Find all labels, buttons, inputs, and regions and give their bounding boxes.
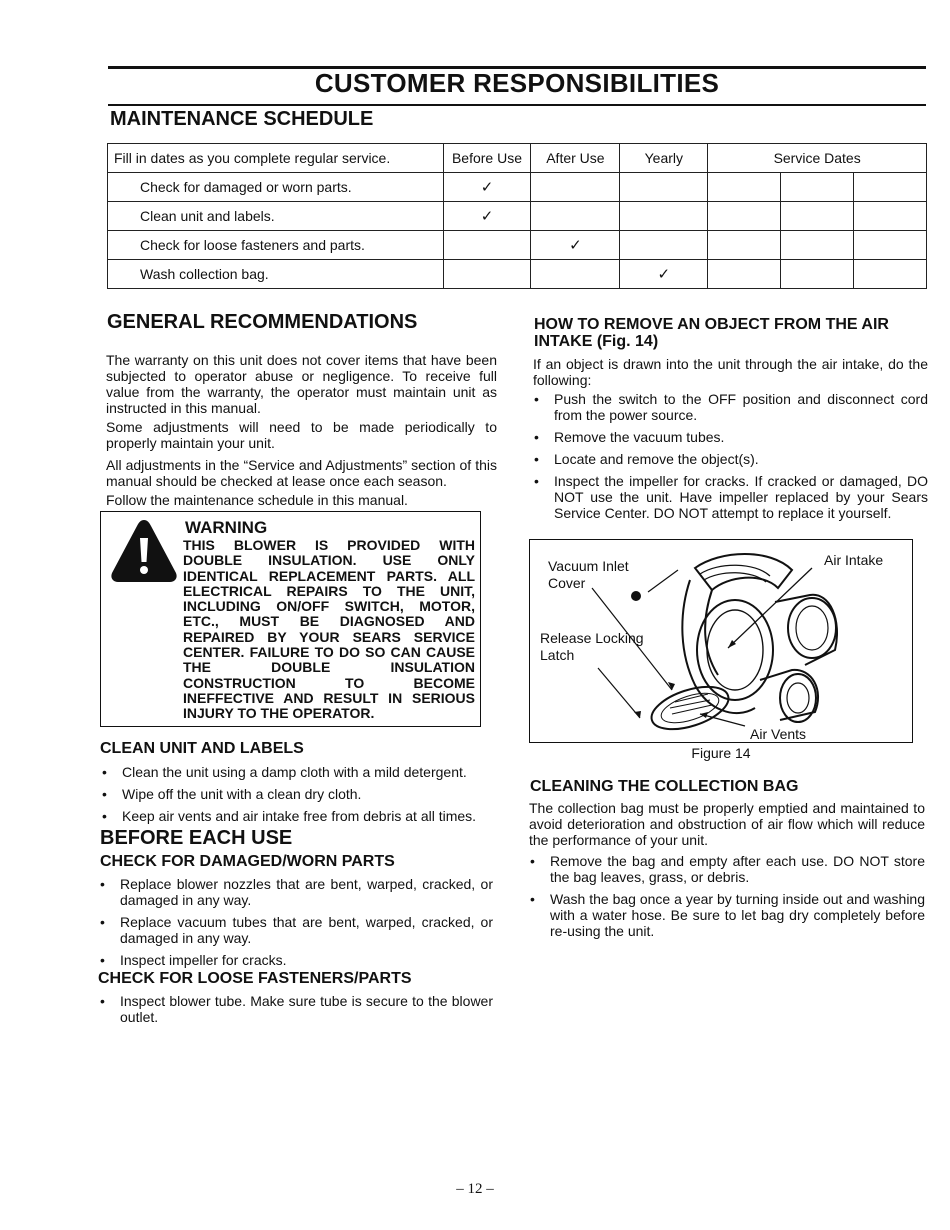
list-item: • Remove the vacuum tubes. [532,429,928,445]
service-date-cell[interactable] [781,260,854,289]
list-item: • Locate and remove the object(s). [532,451,928,467]
list-item: • Inspect impeller for cracks. [98,952,493,968]
service-date-cell[interactable] [781,173,854,202]
title-rule [108,104,926,106]
after-use-header: After Use [531,144,620,173]
follow-schedule-paragraph: Follow the maintenance schedule in this manual. [106,492,408,508]
list-item: • Push the switch to the OFF position and disconnect cord from the power source. [532,391,928,423]
service-date-cell[interactable] [854,173,927,202]
table-header-row [108,144,927,173]
table-row [108,173,927,202]
warranty-paragraph: The warranty on this unit does not cover items that have been subjected to operator abuse or negligence. To receive full value from the warranty, the operator must maintain unit as instructed in this manual. [106,352,497,416]
season-paragraph: All adjustments in the “Service and Adjustments” section of this manual should be checked at lease once each season. [106,457,497,489]
warning-triangle-icon [109,518,179,584]
list-item: • Wash the bag once a year by turning inside out and washing with a water hose. Be sure to let bag dry completely before re-using the unit. [528,891,925,939]
check-mark [443,260,531,289]
adjustments-paragraph: Some adjustments will need to be made periodically to properly maintain your unit. [106,419,497,451]
check-mark [443,231,531,260]
damaged-parts-list [98,876,493,974]
task-cell: Wash collection bag. [108,260,444,289]
check-mark [620,231,708,260]
general-recommendations-heading: GENERAL RECOMMENDATIONS [107,311,418,333]
task-cell: Check for loose fasteners and parts. [108,231,444,260]
check-mark [531,260,620,289]
clean-unit-list [100,764,498,830]
service-date-cell[interactable] [708,202,781,231]
service-date-cell[interactable] [854,202,927,231]
list-item: • Keep air vents and air intake free from debris at all times. [100,808,498,824]
service-date-cell[interactable] [708,231,781,260]
service-date-cell[interactable] [708,260,781,289]
check-mark [531,173,620,202]
damaged-parts-heading: CHECK FOR DAMAGED/WORN PARTS [100,853,395,870]
clean-unit-heading: CLEAN UNIT AND LABELS [100,740,304,757]
list-item: • Inspect the impeller for cracks. If cracked or damaged, DO NOT use the unit. Have impeller replaced by your Sears Service Center. DO NOT attempt to replace it yourself. [532,473,928,521]
air-intake-label: Air Intake [824,552,884,568]
maintenance-schedule-heading: MAINTENANCE SCHEDULE [110,108,374,130]
task-cell: Clean unit and labels. [108,202,444,231]
remove-object-steps [532,391,928,527]
table-row [108,202,927,231]
figure-14 [529,539,913,743]
collection-bag-heading: CLEANING THE COLLECTION BAG [530,778,799,795]
air-vents-label: Air Vents [750,726,807,742]
check-mark: ✓ [443,202,531,231]
figure-caption: Figure 14 [691,745,751,761]
table-row [108,231,927,260]
task-cell: Check for damaged or worn parts. [108,173,444,202]
table-row [108,260,927,289]
service-date-cell[interactable] [781,231,854,260]
service-date-cell[interactable] [854,260,927,289]
check-mark: ✓ [531,231,620,260]
loose-fasteners-list [98,993,493,1031]
task-column-header: Fill in dates as you complete regular service. [108,144,444,173]
yearly-header: Yearly [620,144,708,173]
service-date-cell[interactable] [708,173,781,202]
service-date-cell[interactable] [854,231,927,260]
service-date-cell[interactable] [781,202,854,231]
warning-box [100,511,481,727]
check-mark [620,173,708,202]
check-mark [620,202,708,231]
warning-text: THIS BLOWER IS PROVIDED WITH DOUBLE INSULATION. USE ONLY IDENTICAL REPLACEMENT PARTS. ALL ELECTRICAL REPAIRS TO THE UNIT, INCLUDING ON/OFF SWITCH, MOTOR, ETC., MUST BE DIAGNOSED AND REPAIRED BY YOUR SEARS SERVICE CENTER. FAILURE TO DO SO CAN CAUSE THE DOUBLE INSULATION CONSTRUCTION TO BECOME INEFFECTIVE AND RESULT IN SERIOUS INJURY TO THE OPERATOR. [183,537,475,722]
list-item: • Remove the bag and empty after each use. DO NOT store the bag leaves, grass, or debris. [528,853,925,885]
list-item: • Clean the unit using a damp cloth with a mild detergent. [100,764,498,780]
list-item: • Replace vacuum tubes that are bent, warped, cracked, or damaged in any way. [98,914,493,946]
remove-object-intro: If an object is drawn into the unit through the air intake, do the following: [533,356,928,388]
remove-object-heading: HOW TO REMOVE AN OBJECT FROM THE AIR INTAKE (Fig. 14) [534,316,889,350]
before-use-header: Before Use [443,144,531,173]
page-number: – 12 – [456,1181,494,1197]
check-mark [531,202,620,231]
list-item: • Replace blower nozzles that are bent, warped, cracked, or damaged in any way. [98,876,493,908]
warning-title: WARNING [185,518,268,537]
vacuum-inlet-cover-label: Vacuum Inlet Cover [548,558,629,591]
maintenance-schedule-table [107,143,927,289]
loose-fasteners-heading: CHECK FOR LOOSE FASTENERS/PARTS [98,970,412,987]
page-title: CUSTOMER RESPONSIBILITIES [314,68,720,98]
collection-bag-intro: The collection bag must be properly emptied and maintained to avoid deterioration and obstruction of air flow which will reduce the performance of your unit. [529,800,925,848]
collection-bag-list [528,853,925,945]
list-item: • Wipe off the unit with a clean dry cloth. [100,786,498,802]
list-item: • Inspect blower tube. Make sure tube is secure to the blower outlet. [98,993,493,1025]
check-mark: ✓ [620,260,708,289]
release-locking-latch-label: Release Locking Latch [540,630,644,663]
check-mark: ✓ [443,173,531,202]
before-each-use-heading: BEFORE EACH USE [100,827,293,849]
service-dates-header: Service Dates [708,144,927,173]
